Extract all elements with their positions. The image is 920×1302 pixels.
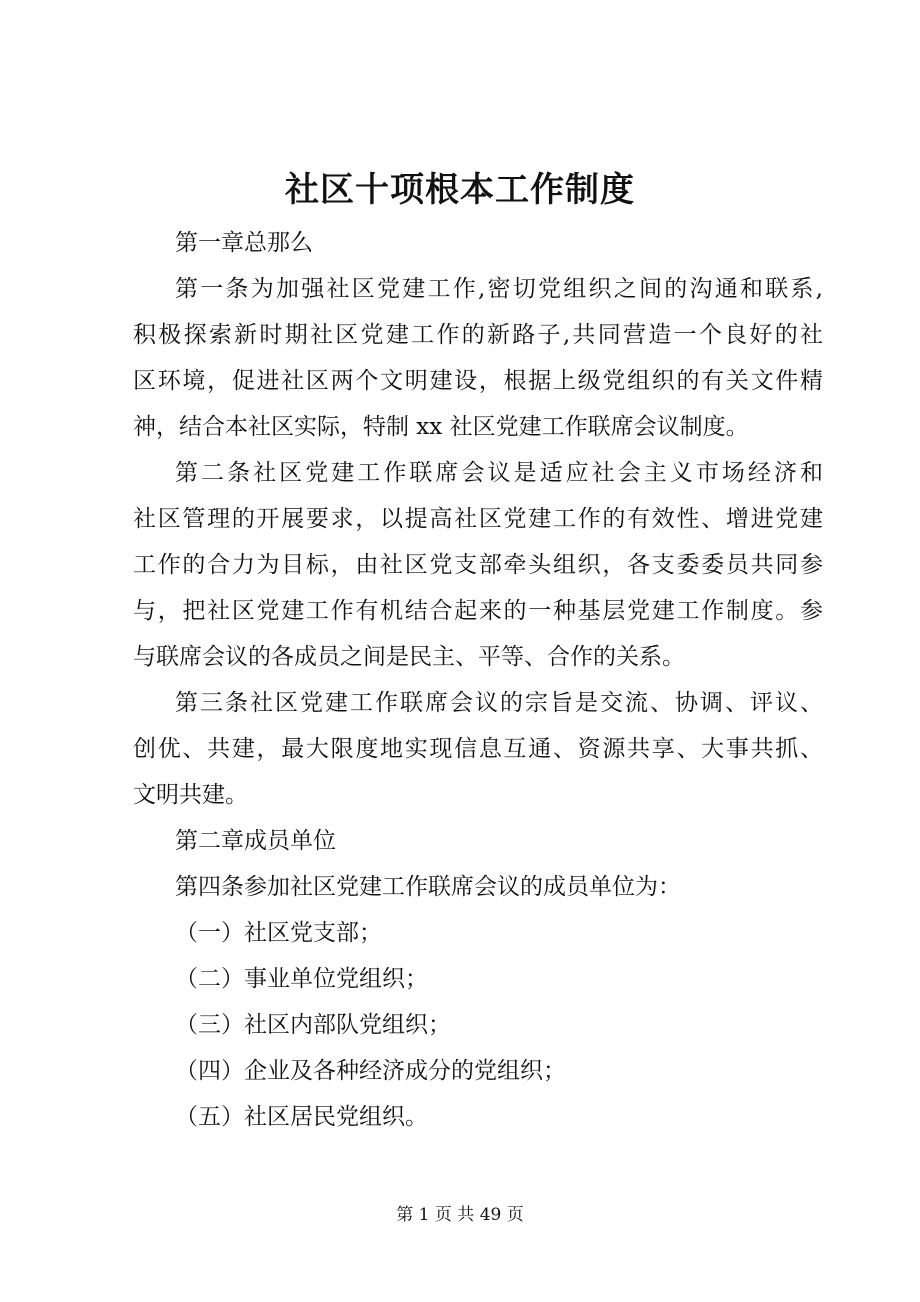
text-line: 与，把社区党建工作有机结合起来的一种基层党建工作制度。参	[133, 598, 823, 624]
paragraph	[133, 220, 823, 266]
text-line: （二）事业单位党组织；	[175, 966, 428, 992]
paragraph	[133, 450, 823, 680]
text-line: 第二条社区党建工作联席会议是适应社会主义市场经济和	[175, 460, 823, 486]
text-line: 神，结合本社区实际，特制 xx 社区党建工作联席会议制度。	[133, 414, 749, 440]
paragraph	[133, 266, 823, 450]
text-line: （一）社区党支部；	[175, 920, 382, 946]
document-body	[133, 220, 823, 1140]
text-line: 第三条社区党建工作联席会议的宗旨是交流、协调、评议、	[175, 690, 823, 716]
text-line: （五）社区居民党组织。	[175, 1104, 428, 1130]
text-line: 第二章成员单位	[175, 828, 336, 854]
text-line: （三）社区内部队党组织；	[175, 1012, 451, 1038]
text-line: 积极探索新时期社区党建工作的新路子,共同营造一个良好的社	[133, 322, 823, 348]
text-line: 创优、共建，最大限度地实现信息互通、资源共享、大事共抓、	[133, 736, 823, 762]
page-footer: 第 1 页 共 49 页	[396, 1205, 524, 1225]
paragraph	[133, 864, 823, 910]
text-line: 第一章总那么	[175, 230, 313, 256]
paragraph	[133, 956, 823, 1002]
paragraph	[133, 1094, 823, 1140]
paragraph	[133, 680, 823, 818]
text-line: （四）企业及各种经济成分的党组织；	[175, 1058, 566, 1084]
text-line: 区环境，促进社区两个文明建设，根据上级党组织的有关文件精	[133, 368, 823, 394]
paragraph	[133, 1002, 823, 1048]
paragraph	[133, 1048, 823, 1094]
document-title: 社区十项根本工作制度	[285, 170, 635, 210]
paragraph	[133, 818, 823, 864]
paragraph	[133, 910, 823, 956]
text-line: 文明共建。	[133, 782, 248, 808]
text-line: 工作的合力为目标，由社区党支部牵头组织，各支委委员共同参	[133, 552, 823, 578]
text-line: 第一条为加强社区党建工作,密切党组织之间的沟通和联系,	[175, 276, 823, 302]
text-line: 社区管理的开展要求，以提高社区党建工作的有效性、增进党建	[133, 506, 823, 532]
text-line: 与联席会议的各成员之间是民主、平等、合作的关系。	[133, 644, 685, 670]
text-line: 第四条参加社区党建工作联席会议的成员单位为：	[175, 874, 681, 900]
